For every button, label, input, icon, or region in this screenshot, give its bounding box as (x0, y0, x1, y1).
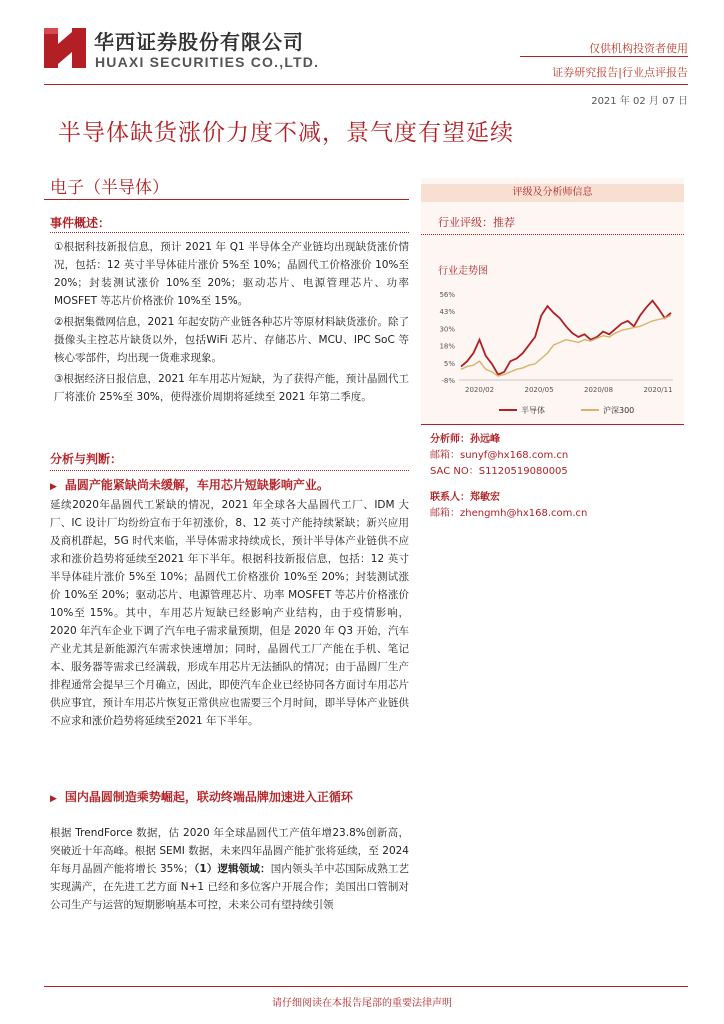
y-tick-label: 5% (443, 359, 455, 368)
sector-underline (44, 199, 409, 200)
analysis-sub1-title-text: 晶圆产能紧缺尚未缓解，车用芯片短缺影响产业。 (64, 478, 329, 492)
rating-divider (421, 234, 684, 235)
contact-email-row (430, 504, 587, 519)
analyst-label: 分析师： (430, 434, 470, 445)
analysis-sub2-title-text: 国内晶圆制造乘势崛起，联动终端品牌加速进入正循环 (64, 790, 353, 804)
analysis-sub1-body: 延续2020年晶圆代工紧缺的情况，2021 年全球各大晶圆代工厂、IDM 大厂、IC 设计厂均纷纷宣布于年初涨价，8、12 英寸产能持续紧缺；新兴应用及商机群起，5G 时代来临，半导体需求持续成长，预计半导体产业链供不应求和涨价趋势将延续至2021 年下半年。根据科技新报信息，包括：12 英寸半导体硅片涨价 5%至 10%；晶圆代工价格涨价 10%至 20%；封装测试涨价 10%至 20%；驱动芯片、电源管理芯片、功率 MOSFET 等芯片价格涨价 10%至 15%。其中，车用芯片短缺已经影响产业结构，由于疫情影响，2020 年汽车企业下调了汽车电子需求量预期，但是 2020 年 Q3 开始，汽车产业尤其是新能源汽车需求快速增加；同时，晶圆代工厂产能在手机、笔记本、服务器等需求已经满载，形成车用芯片无法插队的情况；由于晶圆厂生产排程通常会提早三个月确立，因此，即使汽车企业已经协同各方面讨车用芯片供应事宜，预计车用芯片恢复正常供应也需要三个月时间，即半导体产业链供不应求和涨价趋势将延续至2021 年下半年。 (50, 499, 409, 727)
report-title: 半导体缺货涨价力度不减，景气度有望延续 (58, 120, 514, 146)
industry-rating: 行业评级：推荐 (438, 216, 515, 229)
legal-notice-footer: 请仔细阅读在本报告尾部的重要法律声明 (272, 998, 452, 1009)
contact-name: 郑敏宏 (470, 492, 500, 503)
report-type: 证券研究报告|行业点评报告 (552, 66, 688, 79)
triangle-bullet-icon: ▶ (50, 482, 57, 492)
contact-label: 联系人： (430, 492, 470, 503)
analyst-email-row (430, 446, 568, 461)
header-rule (44, 84, 688, 85)
event-item-2: ②根据集微网信息，2021 年起安防产业链各种芯片等原材料缺货涨价。除了摄像头主控芯片缺货以外，包括WiFi 芯片、存储芯片、MCU、IPC SoC 等核心零部件，均出现一货难求现象。 (54, 316, 409, 364)
analysis-sub2-title (50, 788, 409, 808)
y-tick-label: -8% (441, 377, 455, 385)
company-name-en: HUAXI SECURITIES CO.,LTD. (95, 54, 320, 70)
analyst-name: 孙远峰 (470, 434, 500, 445)
y-tick-label: 18% (439, 342, 455, 351)
sac-label: SAC NO： (430, 466, 479, 477)
event-list (50, 238, 409, 406)
analyst-email-label: 邮箱： (430, 450, 460, 461)
y-tick-label: 30% (439, 325, 455, 334)
sector-label: 电子（半导体） (50, 178, 169, 198)
series-line-csi300 (461, 316, 671, 377)
contact-row (430, 488, 500, 503)
y-tick-label: 56% (439, 291, 455, 299)
report-date: 2021 年 02 月 07 日 (591, 96, 688, 107)
analyst-email[interactable]: sunyf@hx168.com.cn (460, 450, 569, 461)
x-tick-label: 2020/11 (643, 386, 673, 394)
footer-rule (44, 986, 688, 987)
trend-chart-label: 行业走势图 (438, 266, 488, 277)
analyst-divider (421, 424, 684, 425)
event-divider (50, 232, 409, 233)
logic-field-label: （1）逻辑领域： (193, 863, 271, 875)
analyst-row (430, 430, 500, 445)
analysis-sub2-text: 根据 TrendForce 数据，估 2020 年全球晶圆代工产值年增23.8%创新高，突破近十年高峰。根据 SEMI 数据，未来四年晶圆产能扩张将延续，至 2024 年每月晶圆产能将增长 35%； (50, 827, 409, 875)
legend-label: 半导体 (521, 406, 545, 415)
series-line-semiconductor (461, 301, 671, 375)
triangle-bullet-icon: ▶ (50, 794, 57, 804)
analysis-divider (50, 470, 409, 471)
event-heading: 事件概述： (50, 216, 111, 230)
contact-email[interactable]: zhengmh@hx168.com.cn (460, 508, 588, 519)
sac-row (430, 462, 568, 477)
rating-box-title: 评级及分析师信息 (421, 184, 684, 202)
logic-field-body: 国内领头羊中芯国际成熟工艺实现满产，在先进工艺方面 N+1 已经和多位客户开展合作；美国出口管制对公司生产与运营的短期影响基本可控，未来公司有望持续引领 (50, 863, 409, 911)
trend-chart (421, 282, 684, 420)
header-divider (520, 56, 688, 57)
x-tick-label: 2020/08 (583, 386, 614, 394)
legend-label: 沪深300 (603, 406, 635, 415)
x-tick-label: 2020/02 (465, 386, 495, 394)
sac-number: S1120519080005 (478, 466, 568, 477)
analysis-sub2-body (50, 824, 409, 914)
event-item-1: ①根据科技新报信息，预计 2021 年 Q1 半导体全产业链均出现缺货涨价情况，包括：12 英寸半导体硅片涨价 5%至 10%；晶圆代工价格涨价 10%至 20%；封装测试涨价 10%至 20%；驱动芯片、电源管理芯片、功率 MOSFET 等芯片价格涨价 10%至 15%。 (54, 241, 409, 307)
x-tick-label: 2020/05 (524, 386, 554, 394)
y-tick-label: 43% (439, 308, 455, 317)
event-item-3: ③根据经济日报信息，2021 年车用芯片短缺，为了获得产能，预计晶圆代工厂将涨价 25%至 30%，使得涨价周期将延续至 2021 年第二季度。 (54, 373, 409, 403)
contact-email-label: 邮箱： (430, 508, 460, 519)
company-name-cn: 华西证券股份有限公司 (94, 30, 304, 54)
analysis-heading: 分析与判断： (50, 452, 123, 466)
analysis-sub1-title (50, 476, 409, 496)
institutional-disclaimer: 仅供机构投资者使用 (589, 42, 688, 55)
huaxi-logo-icon (44, 26, 86, 68)
